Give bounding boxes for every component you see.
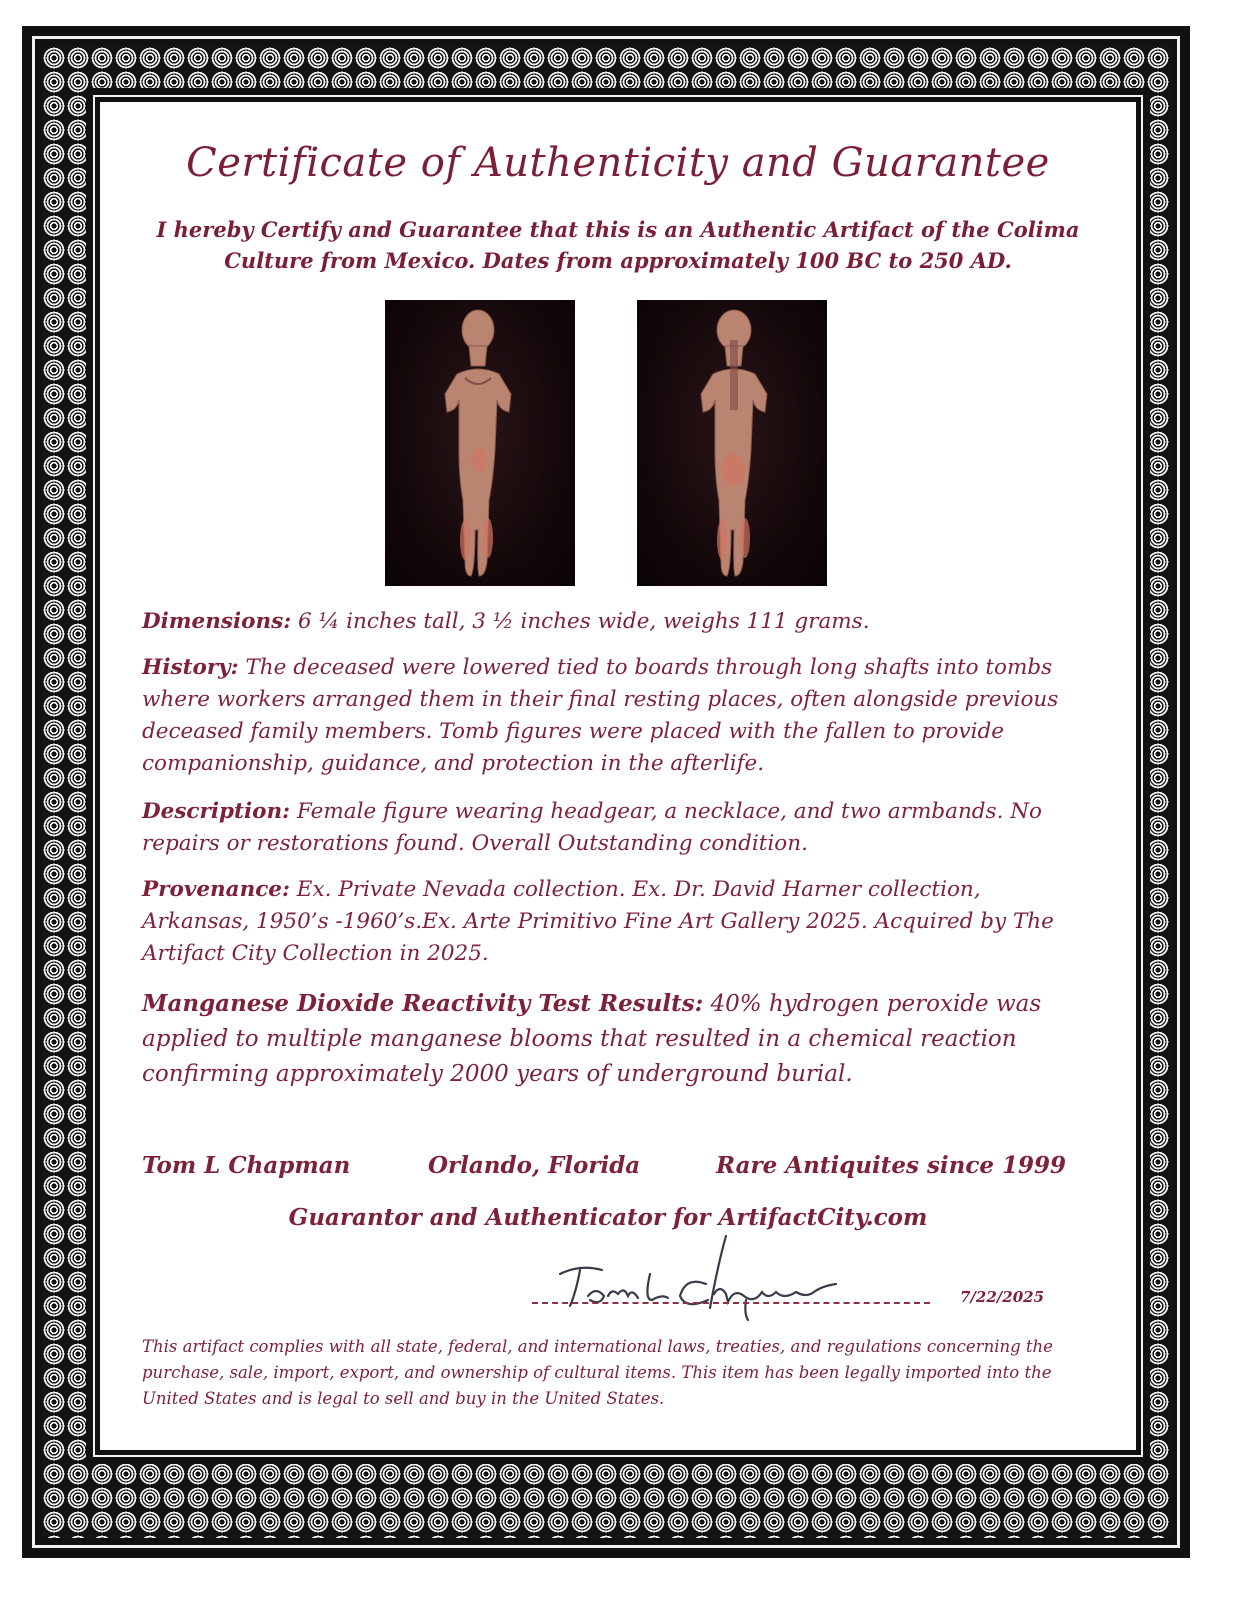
certification-statement: I hereby Certify and Guarantee that this is an Authentic Artifact of the Colima Culture from Mexico. Dates from approximately 100 BC to 250 AD. bbox=[156, 217, 1080, 273]
description-text: Female figure wearing headgear, a necklace, and two armbands. No repairs or restorations found. Overall Outstanding condition. bbox=[142, 799, 1043, 856]
handwritten-signature bbox=[540, 1234, 880, 1324]
provenance-label: Provenance: bbox=[142, 877, 290, 902]
provenance-text: Ex. Private Nevada collection. Ex. Dr. David Harner collection, Arkansas, 1950’s -1960’s.Ex. Arte Primitivo Fine Art Gallery 2025. Acquired by The Artifact City Collection in 2025. bbox=[142, 877, 1054, 966]
manganese-test-label: Manganese Dioxide Reactivity Test Results: bbox=[142, 990, 704, 1017]
dimensions-section bbox=[142, 606, 1084, 638]
figurine-front-icon bbox=[385, 300, 575, 586]
history-section bbox=[142, 652, 1084, 780]
figurine-back-icon bbox=[637, 300, 827, 586]
manganese-test-section bbox=[142, 986, 1084, 1092]
signature-line bbox=[532, 1302, 930, 1304]
guarantor-line: Guarantor and Authenticator for ArtifactCity.com bbox=[288, 1204, 928, 1231]
manganese-test-text: 40% hydrogen peroxide was applied to multiple manganese blooms that resulted in a chemical reaction confirming approximately 2000 years of underground burial. bbox=[142, 991, 1042, 1087]
history-text: The deceased were lowered tied to boards through long shafts into tombs where workers arranged them in their final resting places, often alongside previous deceased family members. Tomb figures were placed with the fallen to provide companionship, guidance, and protection in the afterlife. bbox=[142, 655, 1059, 776]
legal-compliance-notice: This artifact complies with all state, federal, and international laws, treaties, and regulations concerning the purchase, sale, import, export, and ownership of cultural items. This item has been legally imported into the United States and is legal to sell and buy in the United States. bbox=[142, 1337, 1053, 1408]
dimensions-label: Dimensions: bbox=[142, 609, 292, 634]
description-label: Description: bbox=[142, 799, 291, 824]
signatory-name: Tom L Chapman bbox=[142, 1152, 351, 1179]
history-label: History: bbox=[142, 655, 239, 680]
certificate-title: Certificate of Authenticity and Guarantee bbox=[186, 140, 1050, 186]
signatory-location: Orlando, Florida bbox=[428, 1152, 641, 1179]
signatory-since: Rare Antiquites since 1999 bbox=[716, 1152, 1067, 1179]
dimensions-text: 6 ¼ inches tall, 3 ½ inches wide, weighs 111 grams. bbox=[291, 609, 870, 634]
description-section bbox=[142, 796, 1084, 860]
provenance-section bbox=[142, 874, 1084, 970]
figurine-front-photo bbox=[385, 300, 575, 586]
certificate-body bbox=[100, 102, 1136, 1450]
figurine-back-photo bbox=[637, 300, 827, 586]
signature-date: 7/22/2025 bbox=[960, 1288, 1045, 1306]
